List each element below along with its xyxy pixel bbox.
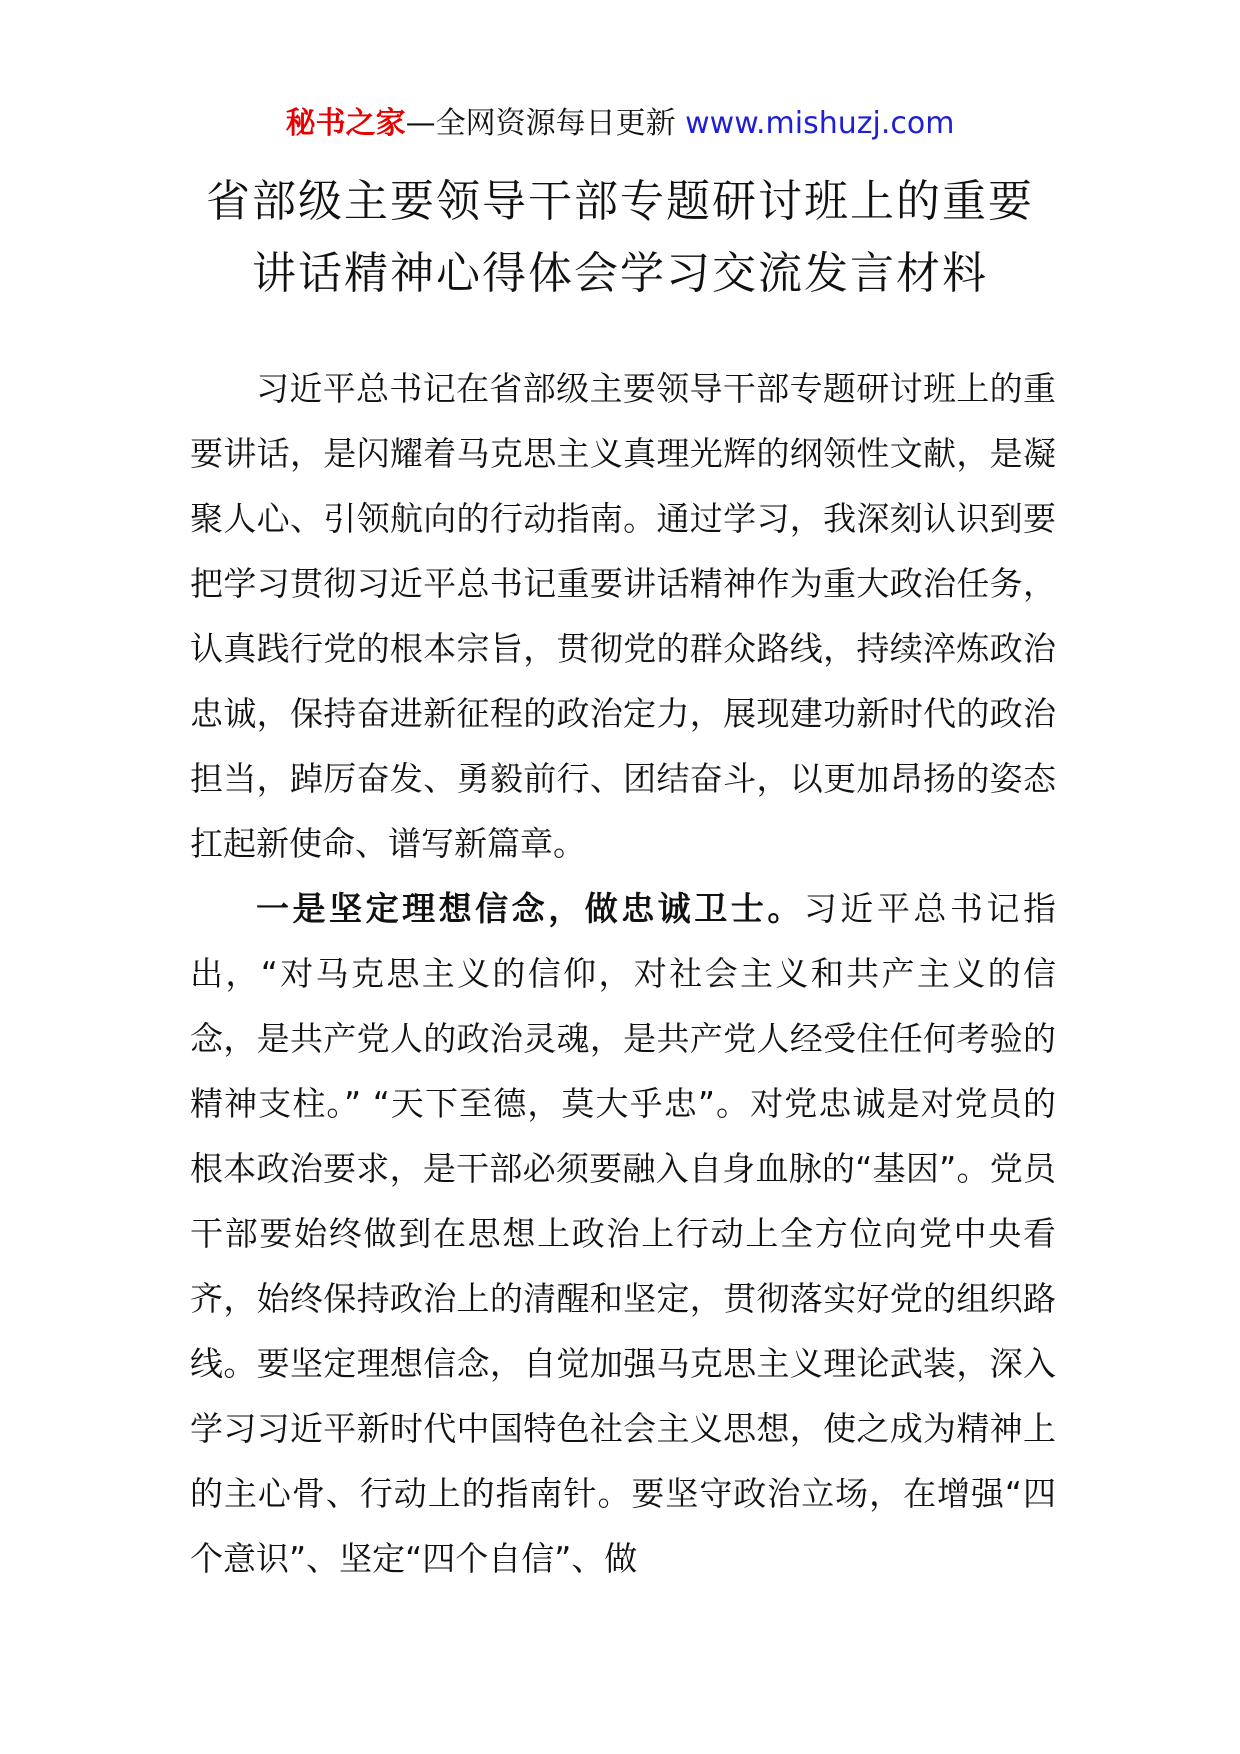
title-line-2: 讲话精神心得体会学习交流发言材料 bbox=[252, 248, 988, 299]
document-body bbox=[190, 356, 1056, 1591]
site-header bbox=[0, 104, 1240, 144]
header-tagline: —全网资源每日更新 bbox=[405, 106, 686, 141]
section-one-heading: 一是坚定理想信念，做忠诚卫士。 bbox=[256, 889, 804, 928]
site-url-link[interactable]: www.mishuzj.com bbox=[685, 106, 955, 141]
document-title bbox=[0, 166, 1240, 310]
brand-name: 秘书之家 bbox=[285, 106, 406, 141]
title-line-1: 省部级主要领导干部专题研讨班上的重要 bbox=[206, 176, 1034, 227]
paragraph-section-one bbox=[190, 876, 1056, 1591]
paragraph-intro: 习近平总书记在省部级主要领导干部专题研讨班上的重要讲话，是闪耀着马克思主义真理光辉的纲领性文献，是凝聚人心、引领航向的行动指南。通过学习，我深刻认识到要把学习贯彻习近平总书记重要讲话精神作为重大政治任务，认真践行党的根本宗旨，贯彻党的群众路线，持续淬炼政治忠诚，保持奋进新征程的政治定力，展现建功新时代的政治担当，踔厉奋发、勇毅前行、团结奋斗，以更加昂扬的姿态扛起新使命、谱写新篇章。 bbox=[190, 369, 1056, 863]
section-one-text: 习近平总书记指出，“对马克思主义的信仰，对社会主义和共产主义的信念，是共产党人的政治灵魂，是共产党人经受住任何考验的精神支柱。” “天下至德，莫大乎忠”。对党忠诚是对党员的根本政治要求，是干部必须要融入自身血脉的“基因”。党员干部要始终做到在思想上政治上行动上全方位向党中央看齐，始终保持政治上的清醒和坚定，贯彻落实好党的组织路线。要坚定理想信念，自觉加强马克思主义理论武装，深入学习习近平新时代中国特色社会主义思想，使之成为精神上的主心骨、行动上的指南针。要坚守政治立场，在增强“四个意识”、坚定“四个自信”、做 bbox=[190, 889, 1057, 1578]
